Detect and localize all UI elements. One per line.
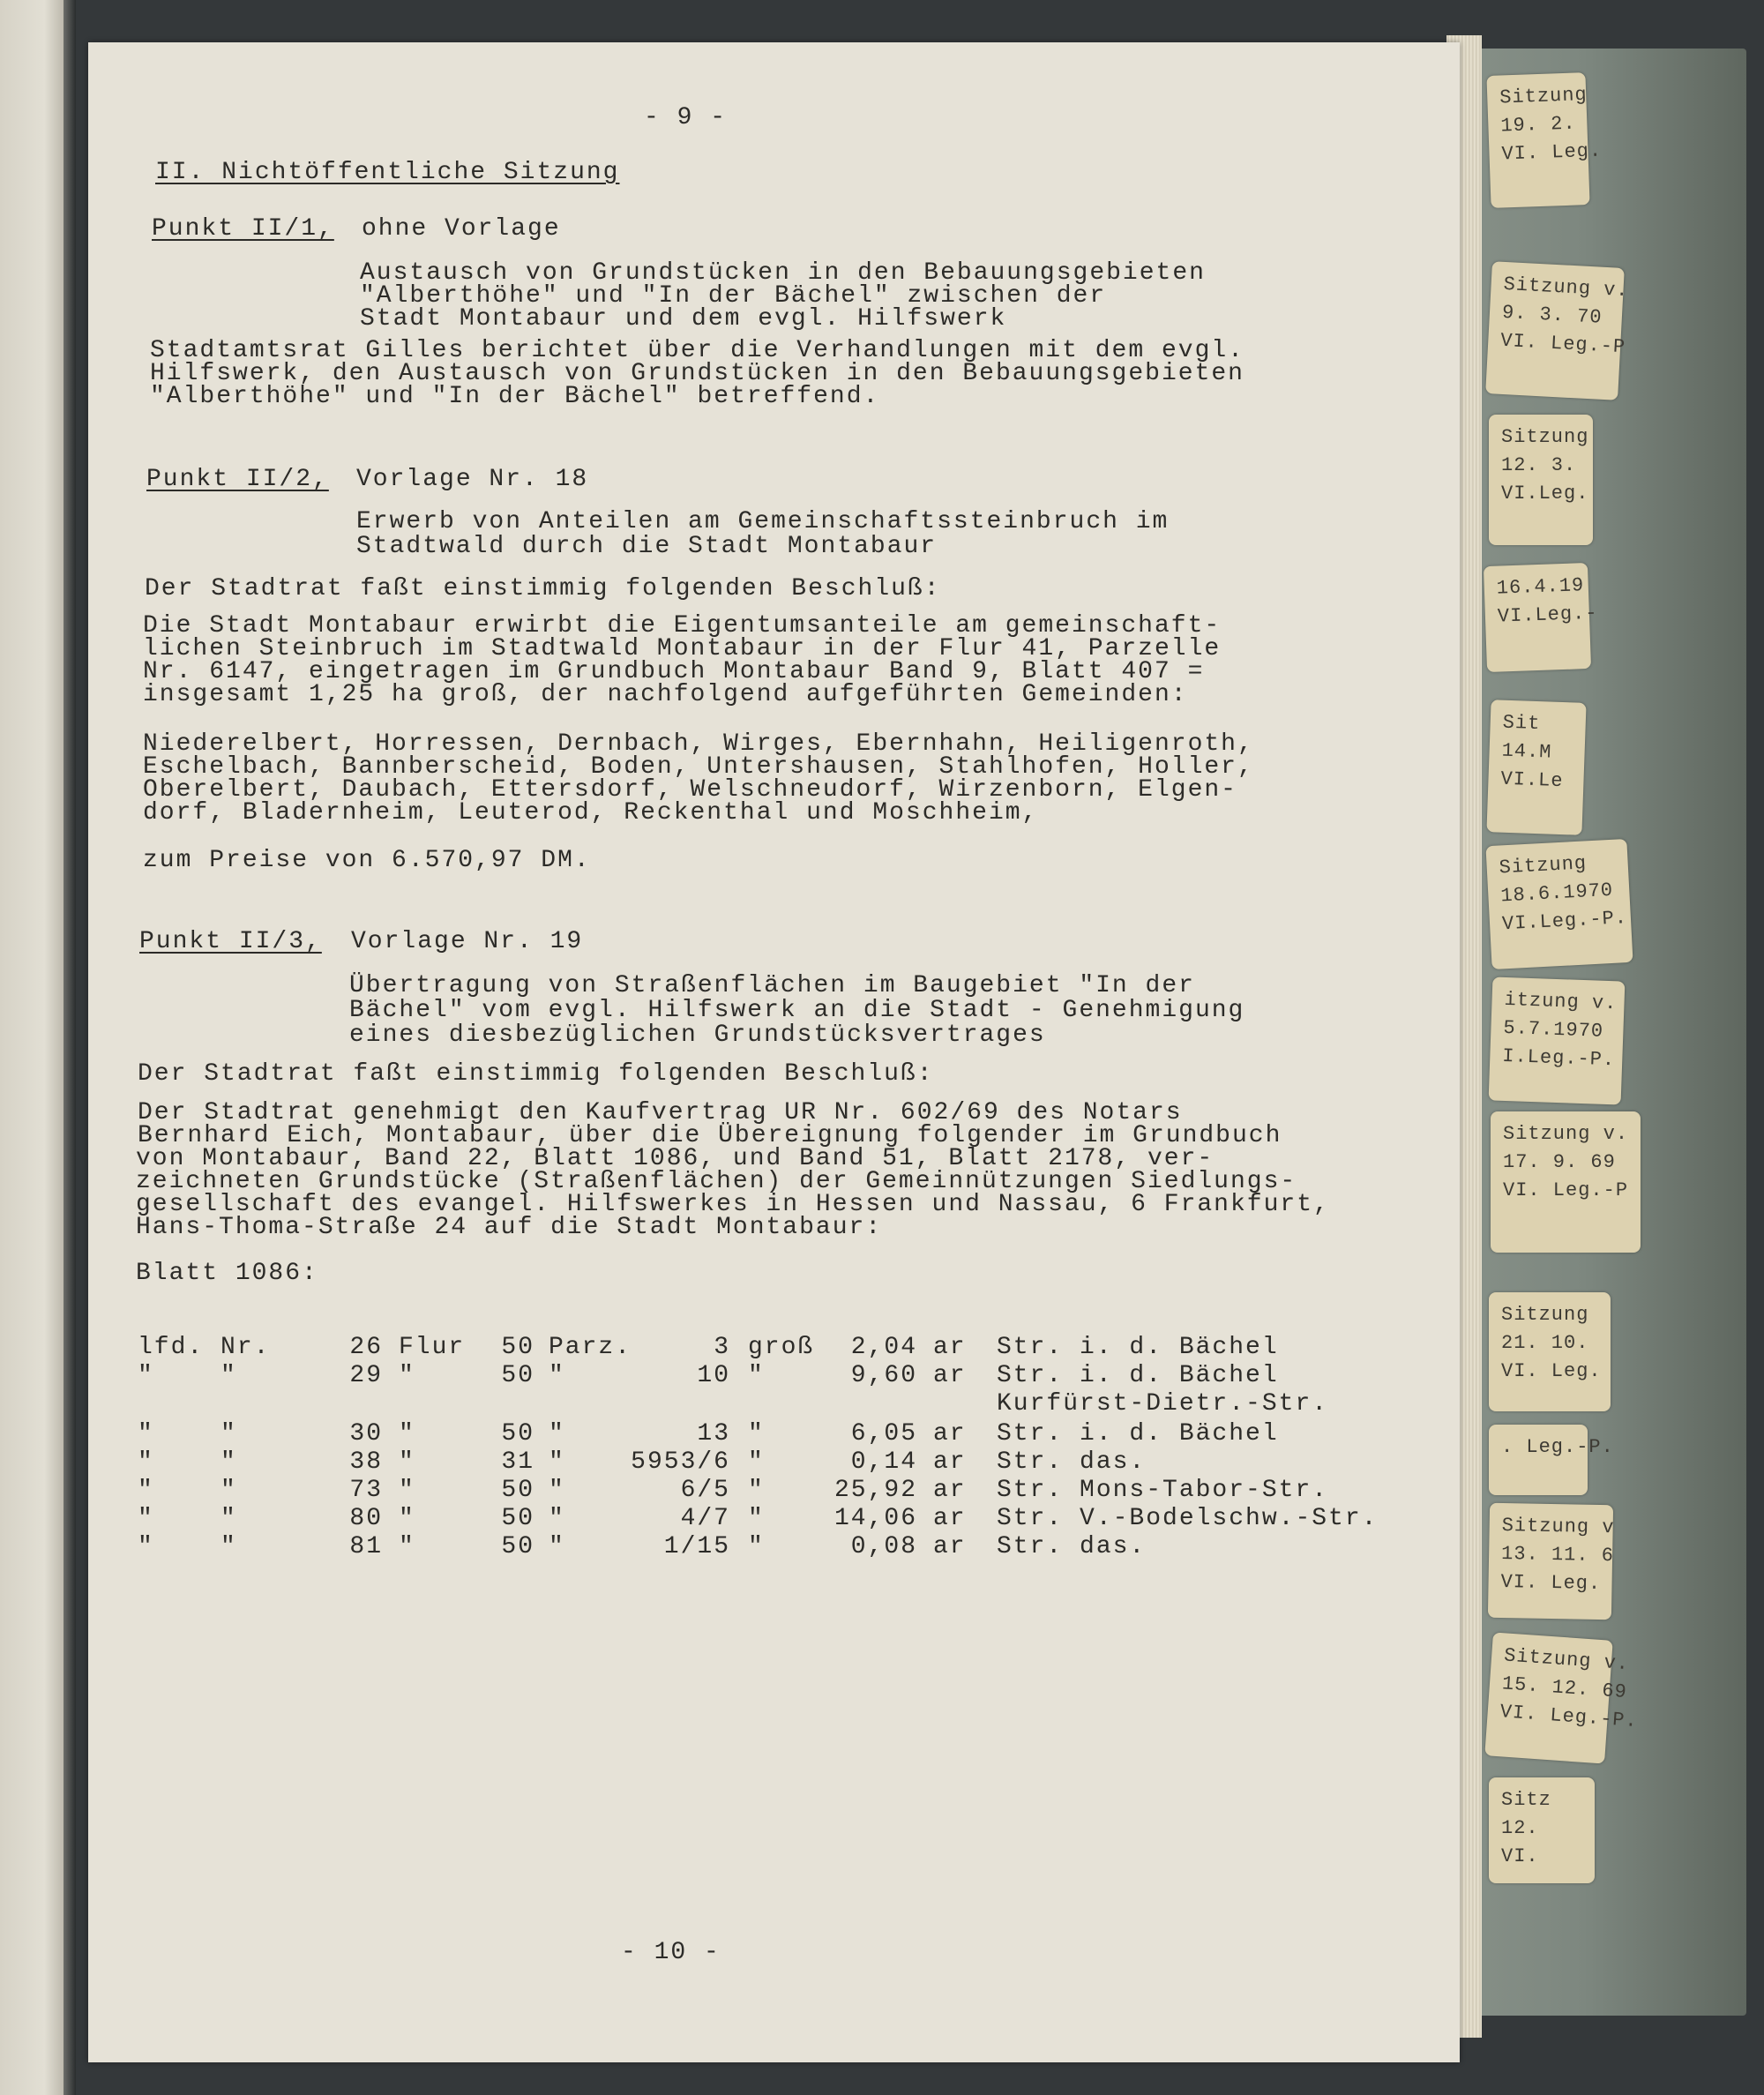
index-tab-line: 13. 11. 6 <box>1500 1543 1615 1568</box>
index-tab-line: VI.Le <box>1500 767 1564 793</box>
cell-lfd: " " <box>138 1533 237 1560</box>
index-tab[interactable] <box>1489 415 1593 545</box>
cell-flur-label: " <box>399 1448 415 1476</box>
cell-parz: 10 <box>697 1362 730 1389</box>
cell-description: Str. i. d. Bächel <box>997 1420 1279 1448</box>
cell-nr: 38 <box>349 1448 383 1476</box>
index-tab-line: VI.Leg. <box>1501 483 1589 505</box>
item1-subject-line: Austausch von Grundstücken in den Bebauungsgebieten <box>360 259 1206 287</box>
item3-resolution-line: gesellschaft des evangel. Hilfswerkes in Hessen und Nassau, 6 Frankfurt, <box>136 1191 1330 1218</box>
cell-unit: ar <box>933 1334 967 1361</box>
cell-unit: ar <box>933 1533 967 1560</box>
item3-subject-line: Bächel" vom evgl. Hilfswerk an die Stadt - Genehmigung <box>349 997 1245 1024</box>
item3-resolution-line: Der Stadtrat genehmigt den Kaufvertrag UR Nr. 602/69 des Notars <box>138 1099 1183 1126</box>
item2-communities-line: Niederelbert, Horressen, Dernbach, Wirges, Ebernhahn, Heiligenroth, <box>143 730 1254 758</box>
index-tab-line: 21. 10. <box>1501 1332 1589 1354</box>
cell-description: Str. i. d. Bächel <box>997 1362 1279 1389</box>
index-tab-line: itzung v. <box>1504 988 1618 1015</box>
index-tab-line: Sitzung v. <box>1503 273 1630 303</box>
cell-unit: ar <box>933 1362 967 1389</box>
cell-flur-label: " <box>399 1505 415 1532</box>
cell-size: 0,08 <box>850 1533 917 1560</box>
index-tab-line: VI. <box>1501 1845 1539 1867</box>
cell-flur: 31 <box>501 1448 534 1476</box>
item2-communities-line: Eschelbach, Bannberscheid, Boden, Untershausen, Stahlhofen, Holler, <box>143 753 1254 781</box>
index-tab[interactable] <box>1489 1777 1595 1883</box>
index-tab-line: 16.4.19 <box>1496 574 1585 600</box>
item2-template: Vorlage Nr. 18 <box>356 466 589 493</box>
cell-flur: 50 <box>501 1477 534 1504</box>
item2-subject-line: Stadtwald durch die Stadt Montabaur <box>356 533 938 560</box>
cell-parz-label: Parz. <box>549 1334 632 1361</box>
index-tab-line: 15. 12. 69 <box>1501 1672 1628 1704</box>
index-tab[interactable] <box>1485 261 1630 400</box>
cell-size: 14,06 <box>833 1505 917 1532</box>
cell-size: 25,92 <box>833 1477 917 1504</box>
index-tab-line: 18.6.1970 <box>1499 879 1614 908</box>
cell-description: Str. Mons-Tabor-Str. <box>997 1477 1329 1504</box>
item2-subject-line: Erwerb von Anteilen am Gemeinschaftssteinbruch im <box>356 508 1170 535</box>
cell-gross-label: " <box>748 1505 765 1532</box>
parcel-table <box>88 42 1460 2062</box>
cell-lfd: " " <box>138 1362 237 1389</box>
cell-description: Str. V.-Bodelschw.-Str. <box>997 1505 1379 1532</box>
item3-blatt-heading: Blatt 1086: <box>136 1260 318 1287</box>
index-tab-line: 12. 3. <box>1501 454 1577 476</box>
index-tab[interactable] <box>1484 563 1598 672</box>
cell-flur-label: " <box>399 1533 415 1560</box>
cell-flur-label: Flur <box>399 1334 466 1361</box>
cell-flur-label: " <box>399 1362 415 1389</box>
item1-label: Punkt II/1, <box>152 215 334 243</box>
cell-parz-label: " <box>549 1420 565 1448</box>
cell-size: 9,60 <box>850 1362 917 1389</box>
cell-description: Str. das. <box>997 1448 1147 1476</box>
cell-flur: 50 <box>501 1505 534 1532</box>
cell-lfd: " " <box>138 1420 237 1448</box>
index-tab-line: VI. Leg.-P <box>1503 1179 1629 1201</box>
item2-price: zum Preise von 6.570,97 DM. <box>143 847 591 874</box>
index-tab-line: 9. 3. 70 <box>1501 301 1603 329</box>
item3-resolution-intro: Der Stadtrat faßt einstimmig folgenden Beschluß: <box>138 1060 934 1088</box>
item2-label: Punkt II/2, <box>146 466 329 493</box>
index-tab-line: VI. Leg. <box>1501 1360 1602 1382</box>
index-tab[interactable] <box>1485 839 1633 969</box>
index-tab[interactable] <box>1488 1503 1613 1620</box>
item2-communities-line: dorf, Bladernheim, Leuterod, Reckenthal und Moschheim, <box>143 799 1039 827</box>
cell-gross-label: " <box>748 1362 765 1389</box>
item3-resolution-line: Bernhard Eich, Montabaur, über die Übereignung folgender im Grundbuch <box>138 1122 1282 1149</box>
item3-label: Punkt II/3, <box>139 928 322 955</box>
cell-lfd: " " <box>138 1448 237 1476</box>
cell-unit: ar <box>933 1448 967 1476</box>
item3-resolution-line: Hans-Thoma-Straße 24 auf die Stadt Montabaur: <box>136 1214 883 1241</box>
cell-description: Str. das. <box>997 1533 1147 1560</box>
cell-unit: ar <box>933 1420 967 1448</box>
index-tab-line: VI. Leg.-P. <box>1499 1701 1639 1733</box>
item2-resolution-line: Nr. 6147, eingetragen im Grundbuch Montabaur Band 9, Blatt 407 = <box>143 658 1205 685</box>
item1-text-line: "Alberthöhe" und "In der Bächel" betreffend. <box>150 383 880 410</box>
item1-template: ohne Vorlage <box>362 215 561 243</box>
item2-communities-line: Oberelbert, Daubach, Ettersdorf, Welschneudorf, Wirzenborn, Elgen- <box>143 776 1237 804</box>
section-title: II. Nichtöffentliche Sitzung <box>155 159 620 186</box>
item3-template: Vorlage Nr. 19 <box>351 928 584 955</box>
cell-gross-label: " <box>748 1477 765 1504</box>
cell-nr: 30 <box>349 1420 383 1448</box>
page-number-bottom: - 10 - <box>621 1939 721 1966</box>
index-tab[interactable] <box>1489 976 1626 1104</box>
cell-flur: 50 <box>501 1420 534 1448</box>
cell-gross-label: groß <box>748 1334 815 1361</box>
cell-parz: 6/5 <box>680 1477 730 1504</box>
index-tab[interactable] <box>1484 1632 1639 1763</box>
index-tab-line: 19. 2. <box>1499 112 1577 138</box>
cell-flur-label: " <box>399 1420 415 1448</box>
item1-text-line: Stadtamtsrat Gilles berichtet über die Verhandlungen mit dem evgl. <box>150 337 1245 364</box>
book-gutter <box>64 0 76 2095</box>
cell-lfd: " " <box>138 1505 237 1532</box>
item2-resolution-intro: Der Stadtrat faßt einstimmig folgenden Beschluß: <box>145 575 941 602</box>
index-tab-line: VI.Leg.-P. <box>1501 907 1628 936</box>
cell-parz-label: " <box>549 1362 565 1389</box>
cell-parz-label: " <box>549 1448 565 1476</box>
cell-unit: ar <box>933 1505 967 1532</box>
cell-size: 6,05 <box>850 1420 917 1448</box>
item2-resolution-line: lichen Steinbruch im Stadtwald Montabaur in der Flur 41, Parzelle <box>143 635 1222 662</box>
index-tab[interactable] <box>1489 1292 1611 1411</box>
index-tab-line: VI.Leg.- <box>1497 602 1598 628</box>
index-tab[interactable] <box>1486 700 1586 835</box>
cell-description: Str. i. d. Bächel <box>997 1334 1279 1361</box>
cell-flur: 50 <box>501 1533 534 1560</box>
index-tab-line: Sitz <box>1501 1789 1551 1811</box>
index-tab[interactable] <box>1486 72 1603 208</box>
item1-subject-line: "Alberthöhe" und "In der Bächel" zwischen der <box>360 282 1107 310</box>
cell-gross-label: " <box>748 1533 765 1560</box>
cell-lfd: lfd. Nr. <box>138 1334 271 1361</box>
index-tab-line: VI. Leg. <box>1500 1571 1602 1595</box>
cell-flur: 50 <box>501 1334 534 1361</box>
cell-parz-label: " <box>549 1505 565 1532</box>
index-tab-line: Sitzung <box>1499 84 1588 109</box>
cell-parz-label: " <box>549 1477 565 1504</box>
cell-description: Kurfürst-Dietr.-Str. <box>997 1390 1329 1418</box>
index-tab-line: 12. <box>1501 1817 1539 1839</box>
index-tab-line: VI. Leg.-P <box>1499 329 1626 359</box>
cell-nr: 81 <box>349 1533 383 1560</box>
item3-resolution-line: zeichneten Grundstücke (Straßenflächen) der Gemeinnützungen Siedlungs- <box>136 1168 1297 1195</box>
item3-subject-line: Übertragung von Straßenflächen im Baugebiet "In der <box>349 972 1195 999</box>
cell-flur-label: " <box>399 1477 415 1504</box>
cell-nr: 26 <box>349 1334 383 1361</box>
index-tab-line: VI. Leg. <box>1501 139 1603 166</box>
index-tab-line: 14.M <box>1501 739 1552 764</box>
cell-gross-label: " <box>748 1448 765 1476</box>
item1-text-line: Hilfswerk, den Austausch von Grundstücken in den Bebauungsgebieten <box>150 360 1245 387</box>
cell-parz-label: " <box>549 1533 565 1560</box>
index-tab-line: Sitzung <box>1501 1304 1589 1326</box>
cell-nr: 80 <box>349 1505 383 1532</box>
item2-resolution-line: Die Stadt Montabaur erwirbt die Eigentumsanteile am gemeinschaft- <box>143 612 1222 640</box>
facing-page-edge <box>0 0 64 2095</box>
index-tab-line: Sit <box>1502 711 1541 736</box>
cell-size: 0,14 <box>850 1448 917 1476</box>
cell-flur: 50 <box>501 1362 534 1389</box>
cell-parz: 4/7 <box>680 1505 730 1532</box>
cell-unit: ar <box>933 1477 967 1504</box>
cell-gross-label: " <box>748 1420 765 1448</box>
item3-resolution-line: von Montabaur, Band 22, Blatt 1086, und Band 51, Blatt 2178, ver- <box>136 1145 1215 1172</box>
index-tab-line: 5.7.1970 <box>1503 1016 1604 1043</box>
cell-size: 2,04 <box>850 1334 917 1361</box>
cell-nr: 73 <box>349 1477 383 1504</box>
item3-subject-line: eines diesbezüglichen Grundstücksvertrages <box>349 1021 1046 1049</box>
index-tab[interactable] <box>1489 1425 1614 1495</box>
cell-parz: 13 <box>697 1420 730 1448</box>
index-tab-line: Sitzung v <box>1501 1515 1615 1539</box>
index-tab-line: Sitzung v. <box>1503 1644 1630 1676</box>
index-tab-line: Sitzung v. <box>1503 1123 1629 1145</box>
page-number-top: - 9 - <box>644 104 728 131</box>
index-tab[interactable] <box>1491 1111 1641 1253</box>
index-tab-line: Sitzung <box>1501 426 1589 448</box>
cell-parz: 5953/6 <box>631 1448 730 1476</box>
index-tab-line: Sitzung <box>1499 852 1588 879</box>
document-page <box>88 42 1460 2062</box>
index-tab-line: . Leg.-P. <box>1501 1436 1614 1458</box>
cell-lfd: " " <box>138 1477 237 1504</box>
cell-parz: 3 <box>714 1334 730 1361</box>
index-tab-line: I.Leg.-P. <box>1501 1044 1616 1072</box>
cell-parz: 1/15 <box>663 1533 730 1560</box>
index-tab-line: 17. 9. 69 <box>1503 1151 1616 1173</box>
cell-nr: 29 <box>349 1362 383 1389</box>
item1-subject-line: Stadt Montabaur und dem evgl. Hilfswerk <box>360 305 1007 333</box>
item2-resolution-line: insgesamt 1,25 ha groß, der nachfolgend aufgeführten Gemeinden: <box>143 681 1188 708</box>
